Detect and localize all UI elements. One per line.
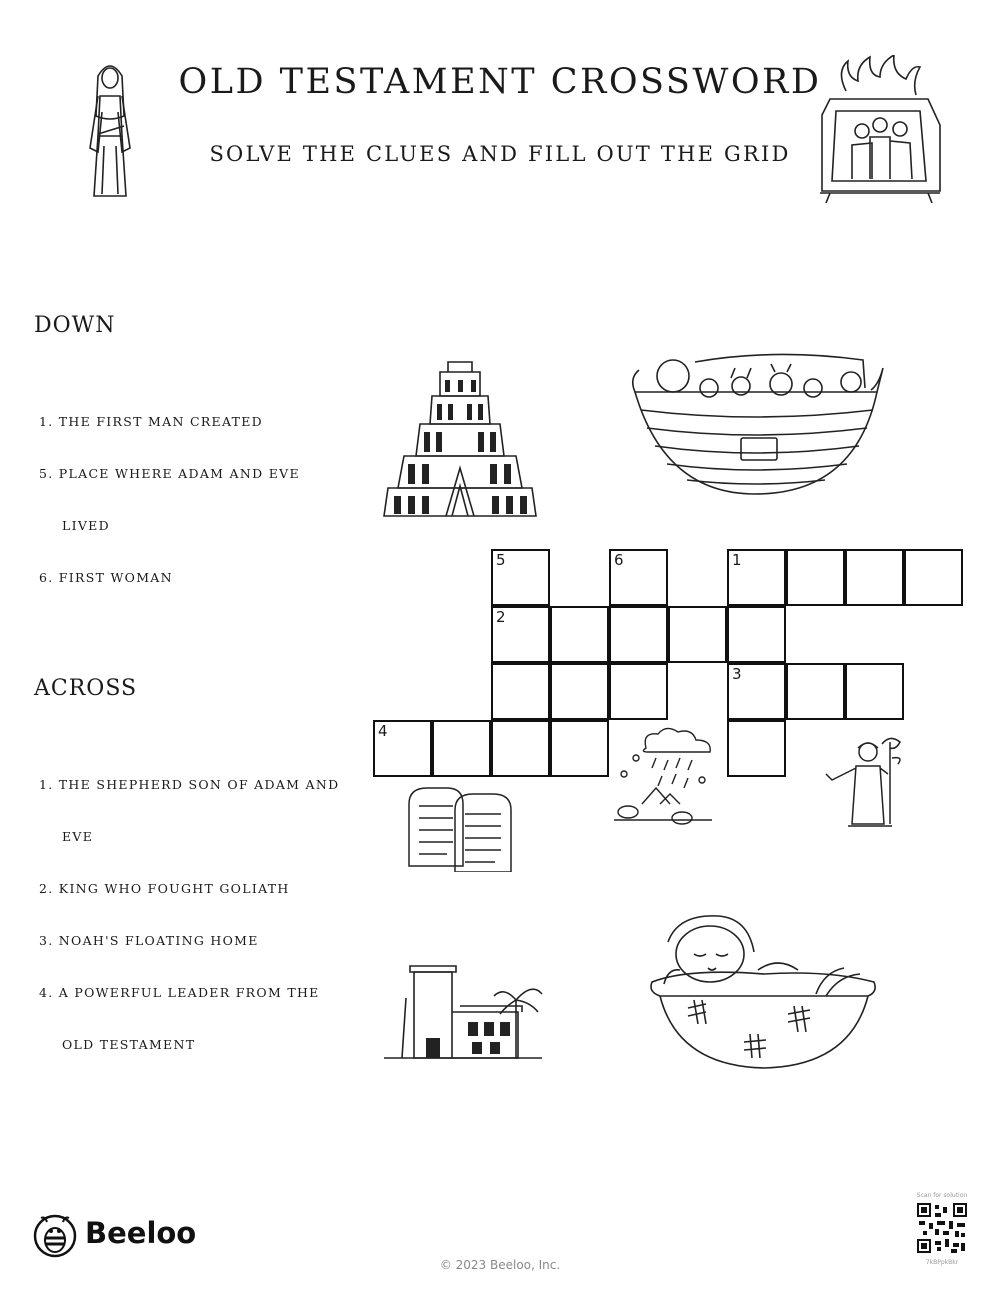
down-clue-1: 1. THE FIRST MAN CREATED [39, 414, 263, 429]
moses-staff-icon [822, 734, 918, 828]
temple-icon [382, 962, 544, 1062]
brand-name: Beeloo [85, 1216, 197, 1250]
tower-of-babel-icon [382, 358, 538, 520]
copyright-text: © 2023 Beeloo, Inc. [439, 1258, 561, 1272]
grid-cell-4[interactable] [373, 720, 432, 777]
grid-cell[interactable] [668, 606, 727, 663]
bee-logo-icon [33, 1214, 77, 1258]
qr-code-id: 7kBPpkBkr [925, 1259, 959, 1266]
cell-number: 1 [732, 551, 742, 569]
across-clue-2: 2. KING WHO FOUGHT GOLIATH [39, 881, 290, 896]
across-clue-4-continued: OLD TESTAMENT [62, 1037, 196, 1052]
brand-logo[interactable] [33, 1214, 197, 1262]
grid-cell-3[interactable] [727, 663, 786, 720]
down-heading: DOWN [34, 313, 116, 338]
down-clue-list [39, 396, 300, 604]
grid-cell-6[interactable] [609, 549, 668, 606]
down-clue-5: 5. PLACE WHERE ADAM AND EVE [39, 466, 300, 481]
grid-cell[interactable] [786, 663, 845, 720]
cell-number: 5 [496, 551, 506, 569]
across-clue-4: 4. A POWERFUL LEADER FROM THE [39, 985, 320, 1000]
grid-cell[interactable] [609, 606, 668, 663]
page-title: OLD TESTAMENT CROSSWORD [178, 62, 822, 102]
noahs-ark-icon [625, 348, 887, 498]
across-clue-3: 3. NOAH'S FLOATING HOME [39, 933, 259, 948]
woman-figure-icon [84, 56, 136, 201]
grid-cell[interactable] [550, 606, 609, 663]
fiery-furnace-icon [816, 55, 944, 203]
grid-cell[interactable] [550, 720, 609, 777]
across-heading: ACROSS [34, 676, 138, 701]
down-clue-6: 6. FIRST WOMAN [39, 570, 173, 585]
across-clue-1-continued: EVE [62, 829, 94, 844]
cell-number: 6 [614, 551, 624, 569]
grid-cell[interactable] [727, 720, 786, 777]
grid-cell[interactable] [432, 720, 491, 777]
grid-cell[interactable] [904, 549, 963, 606]
plagues-icon [612, 724, 720, 826]
grid-cell[interactable] [845, 549, 904, 606]
grid-cell[interactable] [727, 606, 786, 663]
grid-cell[interactable] [491, 720, 550, 777]
ten-commandments-icon [407, 786, 515, 872]
grid-cell-5[interactable] [491, 549, 550, 606]
grid-cell[interactable] [609, 663, 668, 720]
across-clue-1: 1. THE SHEPHERD SON OF ADAM AND [39, 777, 340, 792]
cell-number: 2 [496, 608, 506, 626]
down-clue-5-continued: LIVED [62, 518, 110, 533]
qr-code-icon[interactable] [917, 1203, 967, 1253]
cell-number: 4 [378, 722, 388, 740]
grid-cell[interactable] [845, 663, 904, 720]
qr-caption: Scan for solution [916, 1192, 968, 1199]
baby-moses-basket-icon [648, 912, 880, 1070]
grid-cell-1[interactable] [727, 549, 786, 606]
grid-cell-2[interactable] [491, 606, 550, 663]
grid-cell[interactable] [786, 549, 845, 606]
across-clue-list [39, 759, 339, 1071]
grid-cell[interactable] [550, 663, 609, 720]
grid-cell[interactable] [491, 663, 550, 720]
cell-number: 3 [732, 665, 742, 683]
page-subtitle: SOLVE THE CLUES AND FILL OUT THE GRID [209, 142, 791, 166]
